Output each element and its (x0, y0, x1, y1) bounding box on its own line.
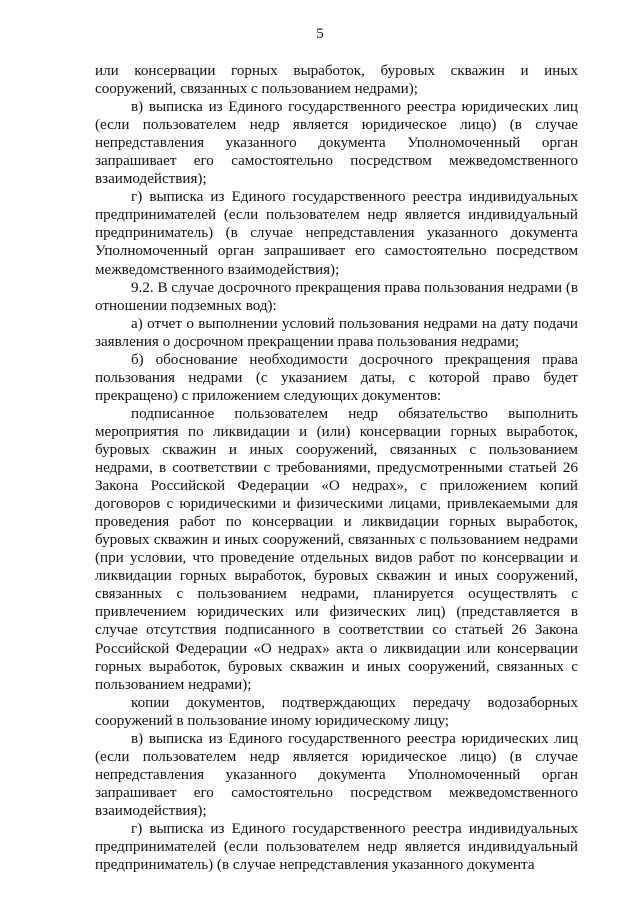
paragraph-continuation: или консервации горных выработок, буровых скважин и иных сооружений, связанных с пользованием недрами); (95, 63, 578, 98)
document-body (95, 62, 578, 874)
paragraph-obligation: подписанное пользователем недр обязательство выполнить мероприятия по ликвидации и (или) консервации горных выработок, буровых скважин и иных сооружений, связанных с пользованием недрами, в соответствии с требованиями, предусмотренными статьей 26 Закона Российской Федерации «О недрах», с приложением копий договоров с юридическими и физическими лицами, привлекаемыми для проведения работ по консервации и ликвидации горных выработок, буровых скважин и иных сооружений, связанных с пользованием недрами (при условии, что проведение отдельных видов работ по консервации и ликвидации горных выработок, буровых скважин и иных сооружений, связанных с пользованием недрами, планируется осуществлять с привлечением юридических или физических лиц) (представляется в случае отсутствия подписанного в соответствии со статьей 26 Закона Российской Федерации «О недрах» акта о ликвидации или консервации горных выработок, буровых скважин и иных сооружений, связанных с пользованием недрами); (95, 405, 578, 693)
paragraph-item-g-entrepreneurs-2: г) выписка из Единого государственного реестра индивидуальных предпринимателей (если пользователем недр является индивидуальный предприниматель) (в случае непредставления указанного документа (95, 820, 578, 874)
paragraph-section-9-2: 9.2. В случае досрочного прекращения права пользования недрами (в отношении подземных вод): (95, 279, 578, 314)
page-number: 5 (316, 26, 324, 42)
paragraph-item-v-legal-entities: в) выписка из Единого государственного реестра юридических лиц (если пользователем недр является юридическое лицо) (в случае непредставления указанного документа Уполномоченный орган запрашивает его самостоятельно посредством межведомственного взаимодействия); (95, 99, 578, 188)
paragraph-item-v-legal-entities-2: в) выписка из Единого государственного реестра юридических лиц (если пользователем недр является юридическое лицо) (в случае непредставления указанного документа Уполномоченный орган запрашивает его самостоятельно посредством межведомственного взаимодействия); (95, 730, 578, 819)
paragraph-item-g-entrepreneurs: г) выписка из Единого государственного реестра индивидуальных предпринимателей (если пользователем недр является индивидуальный предприниматель) (в случае непредставления указанного документа Уполномоченный орган запрашивает его самостоятельно посредством межведомственного взаимодействия); (95, 189, 578, 278)
paragraph-item-b-justification: б) обоснование необходимости досрочного прекращения права пользования недрами (с указанием даты, с которой право будет прекращено) с приложением следующих документов: (95, 351, 578, 404)
paragraph-copies: копии документов, подтверждающих передачу водозаборных сооружений в пользование иному юридическому лицу; (95, 694, 578, 729)
paragraph-item-a-report: а) отчет о выполнении условий пользования недрами на дату подачи заявления о досрочном прекращении права пользования недрами; (95, 315, 578, 350)
